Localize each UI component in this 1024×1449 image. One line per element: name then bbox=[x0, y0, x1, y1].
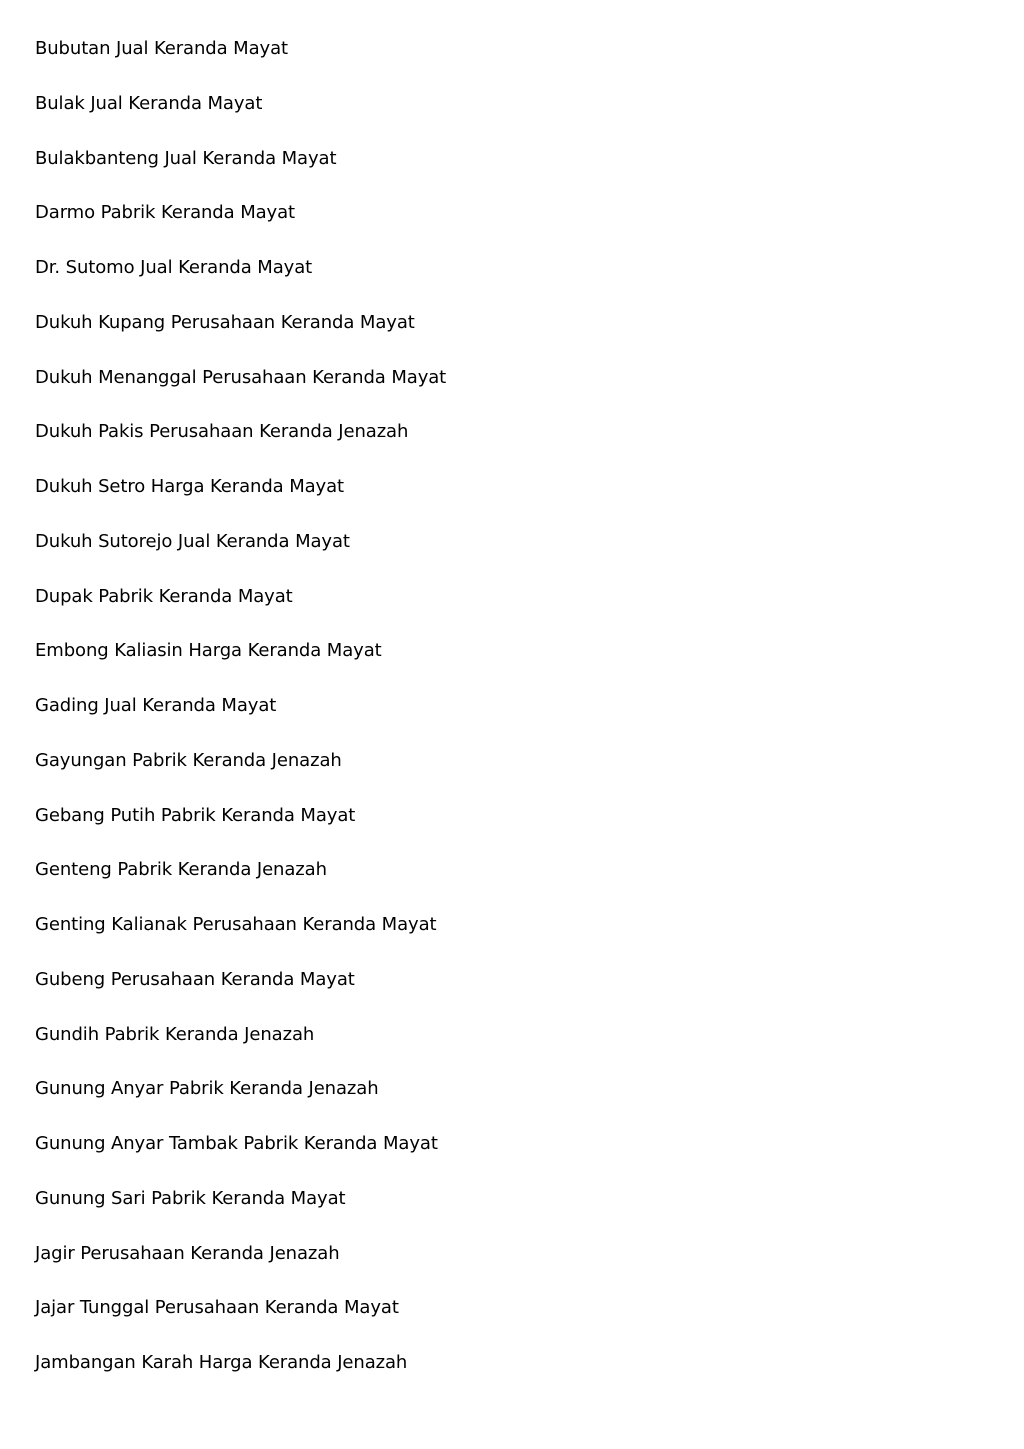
list-item: Dr. Sutomo Jual Keranda Mayat bbox=[35, 257, 313, 278]
list-item: Dukuh Menanggal Perusahaan Keranda Mayat bbox=[35, 366, 447, 388]
list-item: Dukuh Setro Harga Keranda Mayat bbox=[35, 476, 344, 497]
list-item: Darmo Pabrik Keranda Mayat bbox=[35, 202, 295, 224]
list-item: Gading Jual Keranda Mayat bbox=[35, 695, 277, 716]
list-item: Gubeng Perusahaan Keranda Mayat bbox=[35, 968, 355, 990]
list-item: Gayungan Pabrik Keranda Jenazah bbox=[35, 749, 342, 771]
list-item: Dukuh Sutorejo Jual Keranda Mayat bbox=[35, 530, 350, 552]
list-item: Embong Kaliasin Harga Keranda Mayat bbox=[35, 640, 382, 662]
list-item: Genting Kalianak Perusahaan Keranda Mayat bbox=[35, 914, 437, 935]
list-item: Bulak Jual Keranda Mayat bbox=[35, 92, 263, 114]
list-item: Gundih Pabrik Keranda Jenazah bbox=[35, 1023, 315, 1045]
list-item: Dukuh Pakis Perusahaan Keranda Jenazah bbox=[35, 421, 409, 443]
list-item: Jambangan Karah Harga Keranda Jenazah bbox=[35, 1352, 408, 1373]
list-item: Jagir Perusahaan Keranda Jenazah bbox=[35, 1242, 340, 1264]
list-item: Bulakbanteng Jual Keranda Mayat bbox=[35, 147, 337, 169]
list-item: Dukuh Kupang Perusahaan Keranda Mayat bbox=[35, 311, 415, 333]
list-item: Genteng Pabrik Keranda Jenazah bbox=[35, 859, 327, 881]
list-item: Dupak Pabrik Keranda Mayat bbox=[35, 585, 293, 607]
location-list bbox=[35, 35, 446, 1404]
list-item: Gunung Anyar Pabrik Keranda Jenazah bbox=[35, 1078, 379, 1100]
list-item: Jajar Tunggal Perusahaan Keranda Mayat bbox=[35, 1297, 399, 1319]
list-item: Bubutan Jual Keranda Mayat bbox=[35, 38, 288, 59]
list-item: Gebang Putih Pabrik Keranda Mayat bbox=[35, 804, 356, 826]
list-item: Gunung Sari Pabrik Keranda Mayat bbox=[35, 1187, 346, 1209]
list-item: Gunung Anyar Tambak Pabrik Keranda Mayat bbox=[35, 1133, 438, 1154]
